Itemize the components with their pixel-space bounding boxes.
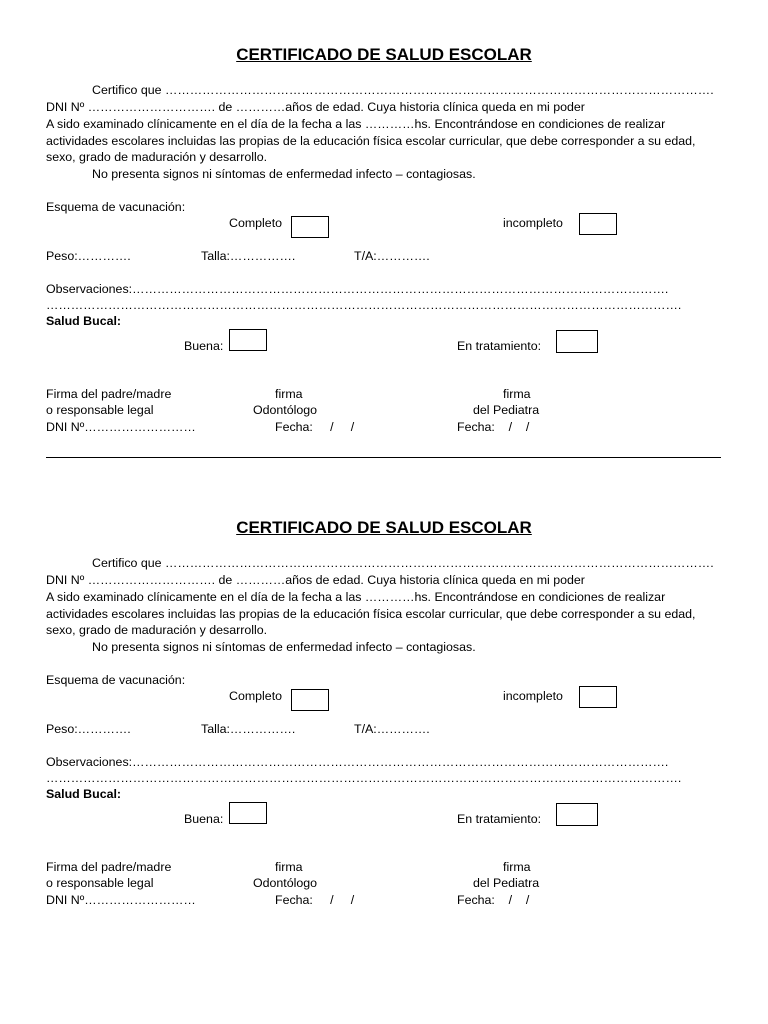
incomplete-label: incompleto xyxy=(503,689,563,703)
activities-line: actividades escolares incluidas las propias de la educación física escolar curricular, que debe corresponder a su edad, xyxy=(46,607,696,621)
certificate-2 xyxy=(0,473,768,943)
treatment-label: En tratamiento: xyxy=(457,812,542,826)
good-label: Buena: xyxy=(184,339,224,353)
activities-line: actividades escolares incluidas las propias de la educación física escolar curricular, que debe corresponder a su edad, xyxy=(46,134,696,148)
good-label: Buena: xyxy=(184,812,224,826)
legal-guardian-label: o responsable legal xyxy=(46,876,154,890)
parent-dni-field: DNI Nº……………………… xyxy=(46,893,196,907)
development-line: sexo, grado de maduración y desarrollo. xyxy=(46,150,268,164)
weight-field: Peso:…………. xyxy=(46,249,131,263)
dentist-signature-label: firma xyxy=(275,860,303,874)
no-symptoms-line: No presenta signos ni síntomas de enfermedad infecto – contagiosas. xyxy=(92,167,476,181)
dentist-date-field: Fecha: / / xyxy=(275,893,355,907)
height-field: Talla:……………. xyxy=(201,249,296,263)
pediatrician-date-field: Fecha: / / xyxy=(457,893,530,907)
complete-label: Completo xyxy=(229,216,283,230)
parent-signature-label: Firma del padre/madre xyxy=(46,860,172,874)
blood-pressure-field: T/A:…………. xyxy=(354,722,430,736)
treatment-checkbox[interactable] xyxy=(556,330,598,353)
pediatrician-label: del Pediatra xyxy=(473,403,540,417)
observations-line-2: ………………………………………………………………………………………………………………………………………. xyxy=(46,298,682,312)
parent-dni-field: DNI Nº……………………… xyxy=(46,420,196,434)
pediatrician-signature-label: firma xyxy=(503,860,531,874)
pediatrician-signature-label: firma xyxy=(503,387,531,401)
cut-line-divider xyxy=(46,457,721,458)
certify-line: Certifico que ……………………………………………………………………………………………………………………. xyxy=(92,556,714,570)
observations-line-2: ………………………………………………………………………………………………………………………………………. xyxy=(46,771,682,785)
certify-line: Certifico que ……………………………………………………………………………………………………………………. xyxy=(92,83,714,97)
oral-health-label: Salud Bucal: xyxy=(46,787,122,801)
certificate-title: CERTIFICADO DE SALUD ESCOLAR xyxy=(236,45,532,64)
exam-line: A sido examinado clínicamente en el día de la fecha a las …………hs. Encontrándose en condiciones de realizar xyxy=(46,117,666,131)
pediatrician-date-field: Fecha: / / xyxy=(457,420,530,434)
height-field: Talla:……………. xyxy=(201,722,296,736)
legal-guardian-label: o responsable legal xyxy=(46,403,154,417)
observations-field: Observaciones:…………………………………………………………………………………………………………………. xyxy=(46,282,669,296)
dni-age-line: DNI Nº …………………………. de …………años de edad. Cuya historia clínica queda en mi poder xyxy=(46,573,585,587)
complete-checkbox[interactable] xyxy=(291,216,329,238)
dentist-signature-label: firma xyxy=(275,387,303,401)
parent-signature-label: Firma del padre/madre xyxy=(46,387,172,401)
incomplete-checkbox[interactable] xyxy=(579,213,617,235)
incomplete-checkbox[interactable] xyxy=(579,686,617,708)
exam-line: A sido examinado clínicamente en el día de la fecha a las …………hs. Encontrándose en condiciones de realizar xyxy=(46,590,666,604)
good-checkbox[interactable] xyxy=(229,329,267,351)
treatment-label: En tratamiento: xyxy=(457,339,542,353)
blood-pressure-field: T/A:…………. xyxy=(354,249,430,263)
pediatrician-label: del Pediatra xyxy=(473,876,540,890)
dni-age-line: DNI Nº …………………………. de …………años de edad. Cuya historia clínica queda en mi poder xyxy=(46,100,585,114)
vaccination-label: Esquema de vacunación: xyxy=(46,200,186,214)
dentist-date-field: Fecha: / / xyxy=(275,420,355,434)
oral-health-label: Salud Bucal: xyxy=(46,314,122,328)
good-checkbox[interactable] xyxy=(229,802,267,824)
weight-field: Peso:…………. xyxy=(46,722,131,736)
certificate-title: CERTIFICADO DE SALUD ESCOLAR xyxy=(236,518,532,537)
dentist-label: Odontólogo xyxy=(253,403,318,417)
complete-checkbox[interactable] xyxy=(291,689,329,711)
treatment-checkbox[interactable] xyxy=(556,803,598,826)
certificate-1 xyxy=(0,0,768,470)
complete-label: Completo xyxy=(229,689,283,703)
dentist-label: Odontólogo xyxy=(253,876,318,890)
observations-field: Observaciones:…………………………………………………………………………………………………………………. xyxy=(46,755,669,769)
incomplete-label: incompleto xyxy=(503,216,563,230)
development-line: sexo, grado de maduración y desarrollo. xyxy=(46,623,268,637)
no-symptoms-line: No presenta signos ni síntomas de enfermedad infecto – contagiosas. xyxy=(92,640,476,654)
vaccination-label: Esquema de vacunación: xyxy=(46,673,186,687)
